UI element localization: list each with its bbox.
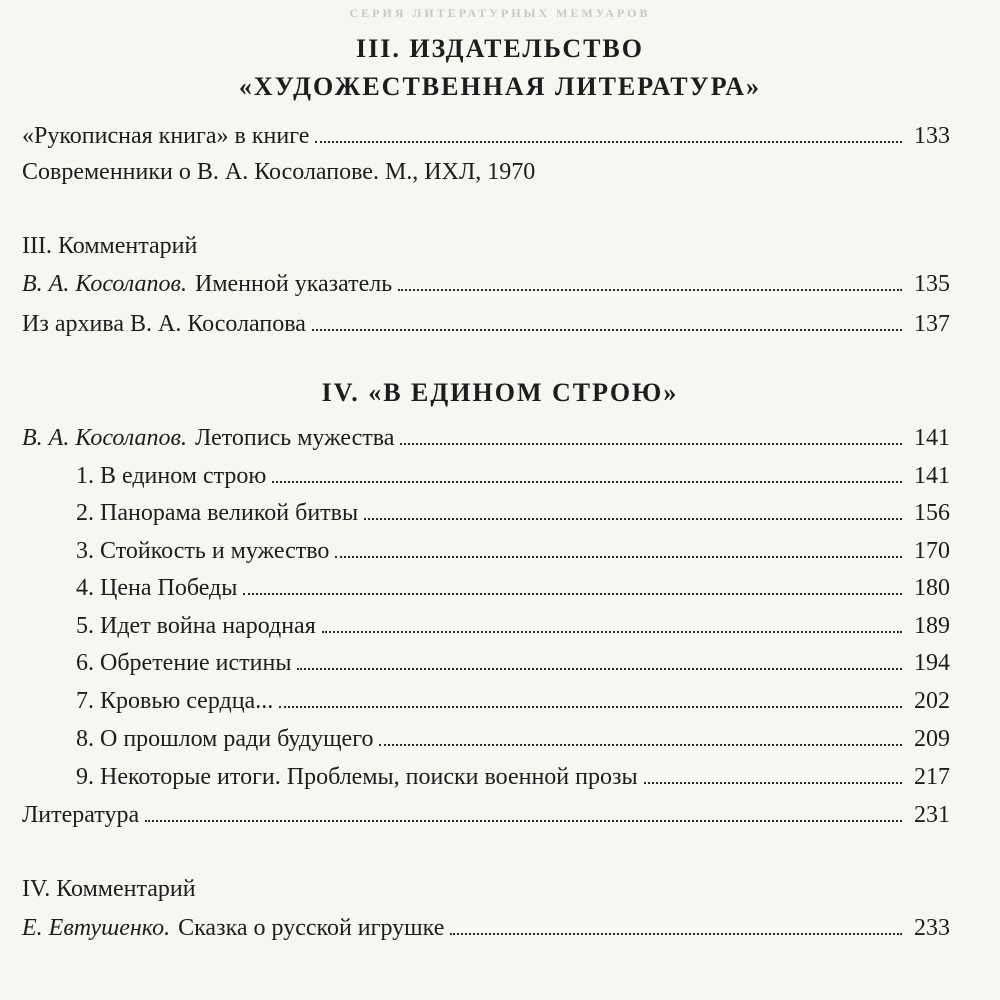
dot-leader <box>644 782 902 784</box>
dot-leader <box>315 141 902 143</box>
toc-chapter-entry[interactable] <box>76 685 950 717</box>
chapter-title: 7. Кровью сердца... <box>76 688 274 714</box>
page-number: 135 <box>914 271 950 297</box>
section-3-note: Современники о В. А. Косолапове. М., ИХЛ, 1970 <box>22 159 536 185</box>
section-3-title-line-1: III. ИЗДАТЕЛЬСТВО <box>355 34 645 63</box>
page-number: 141 <box>914 425 950 451</box>
toc-entry[interactable] <box>22 308 950 340</box>
page-number: 137 <box>914 311 950 337</box>
dot-leader <box>145 820 902 822</box>
dot-leader <box>279 706 902 708</box>
toc-entry[interactable] <box>22 799 950 831</box>
page-number: 231 <box>914 802 950 828</box>
dot-leader <box>400 443 902 445</box>
chapter-title: 3. Стойкость и мужество <box>76 538 330 564</box>
section-3-commentary-heading: III. Комментарий <box>22 233 198 259</box>
dot-leader <box>243 593 902 595</box>
page-number: 156 <box>914 500 950 526</box>
entry-author: В. А. Косолапов. <box>22 271 187 297</box>
page-number: 194 <box>914 650 950 676</box>
page-number: 170 <box>914 538 950 564</box>
dot-leader <box>322 631 902 633</box>
toc-chapter-entry[interactable] <box>76 647 950 679</box>
chapter-title: 2. Панорама великой битвы <box>76 500 359 526</box>
page-number: 180 <box>914 575 950 601</box>
toc-chapter-entry[interactable] <box>76 761 950 793</box>
entry-author: Е. Евтушенко. <box>22 915 171 941</box>
dot-leader <box>379 744 902 746</box>
dot-leader <box>364 518 902 520</box>
entry-title: Именной указатель <box>194 271 393 297</box>
toc-chapter-entry[interactable] <box>76 723 950 755</box>
dot-leader <box>272 481 902 483</box>
toc-entry[interactable] <box>22 268 950 300</box>
chapter-title: 9. Некоторые итоги. Проблемы, поиски военной прозы <box>76 764 638 790</box>
page-number: 133 <box>914 123 950 149</box>
entry-title: Летопись мужества <box>194 425 395 451</box>
entry-title: Сказка о русской игрушке <box>178 915 445 941</box>
page-number: 202 <box>914 688 950 714</box>
section-3-title-line-2: «ХУДОЖЕСТВЕННАЯ ЛИТЕРАТУРА» <box>238 72 762 101</box>
toc-chapter-entry[interactable] <box>76 497 950 529</box>
chapter-title: 8. О прошлом ради будущего <box>76 726 374 752</box>
section-4-commentary-heading: IV. Комментарий <box>22 876 196 902</box>
toc-chapter-entry[interactable] <box>76 572 950 604</box>
toc-chapter-entry[interactable] <box>76 535 950 567</box>
chapter-title: 4. Цена Победы <box>76 575 238 601</box>
page-number: 189 <box>914 613 950 639</box>
dot-leader <box>450 933 902 935</box>
dot-leader <box>312 329 902 331</box>
entry-title: Литература <box>22 802 140 828</box>
page-number: 217 <box>914 764 950 790</box>
entry-author: В. А. Косолапов. <box>22 425 187 451</box>
toc-entry[interactable] <box>22 422 950 454</box>
page-number: 141 <box>914 463 950 489</box>
running-head: СЕРИЯ ЛИТЕРАТУРНЫХ МЕМУАРОВ <box>349 6 651 20</box>
entry-title: Из архива В. А. Косолапова <box>22 311 306 337</box>
dot-leader <box>335 556 902 558</box>
toc-entry[interactable] <box>22 912 950 944</box>
chapter-title: 1. В едином строю <box>76 463 267 489</box>
page-number: 209 <box>914 726 950 752</box>
toc-entry[interactable] <box>22 120 950 152</box>
dot-leader <box>398 289 902 291</box>
chapter-title: 6. Обретение истины <box>76 650 292 676</box>
section-4-title: IV. «В ЕДИНОМ СТРОЮ» <box>321 378 679 407</box>
toc-chapter-entry[interactable] <box>76 460 950 492</box>
dot-leader <box>297 668 902 670</box>
chapter-title: 5. Идет война народная <box>76 613 316 639</box>
entry-title: «Рукописная книга» в книге <box>22 123 310 149</box>
page-number: 233 <box>914 915 950 941</box>
toc-chapter-entry[interactable] <box>76 610 950 642</box>
